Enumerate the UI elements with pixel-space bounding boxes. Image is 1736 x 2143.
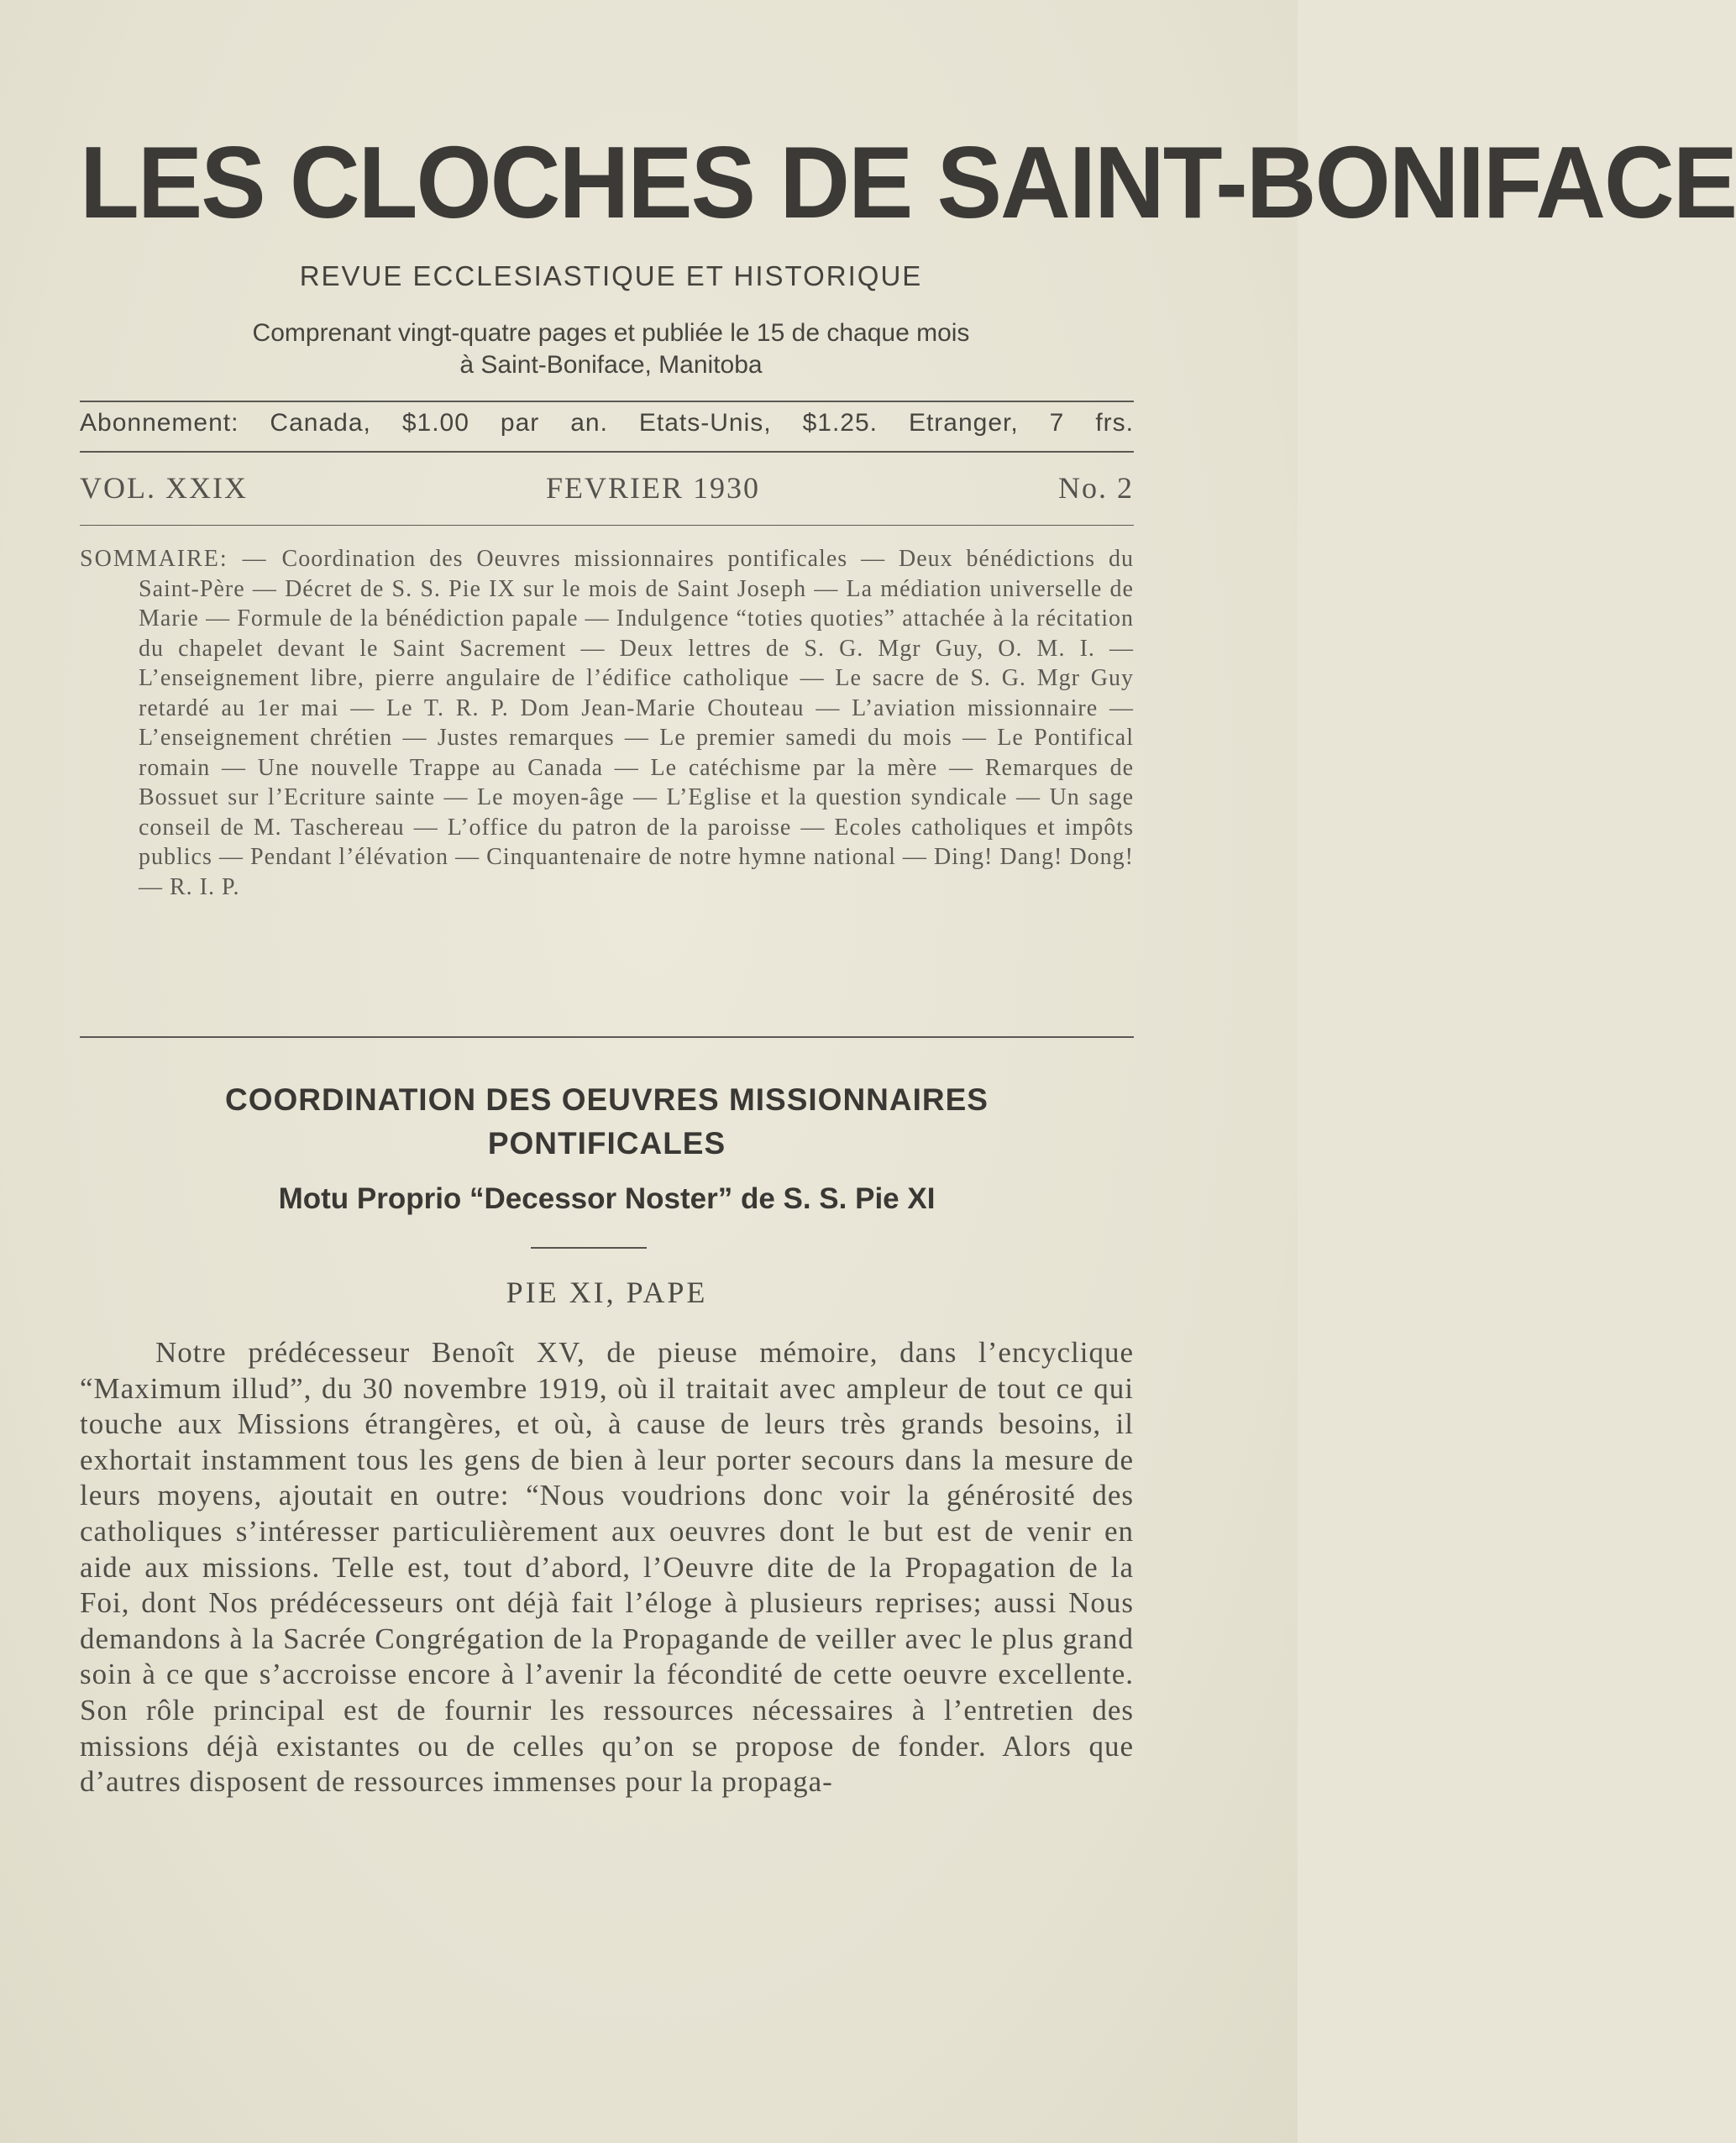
section-divider — [531, 1247, 647, 1249]
article-subtitle: Motu Proprio “Decessor Noster” de S. S. Pie XI — [278, 1182, 936, 1215]
publication-info — [80, 317, 1142, 381]
article-body — [80, 1335, 1134, 1800]
publication-info-line-2: à Saint-Boniface, Manitoba — [459, 351, 763, 379]
issue-line — [80, 470, 1134, 506]
subscription-rule — [80, 451, 1134, 453]
article-title-line-1: COORDINATION DES OEUVRES MISSIONNAIRES — [225, 1082, 989, 1117]
masthead-title: LES CLOCHES DE SAINT-BONIFACE — [80, 124, 1736, 240]
summary-text: Coordination des Oeuvres missionnaires pontificales — Deux bénédictions du Saint-Père — Décret de S. S. Pie IX sur le mois de Saint Joseph — La médiation universelle de Marie — Formule de la bénédiction papale — Indulgence “toties quoties” attachée à la récitation du chapelet devant le Saint Sacrement — Deux lettres de S. G. Mgr Guy, O. M. I. — L’enseignement libre, pierre angulaire de l’édifice catholique — Le sacre de S. G. Mgr Guy retardé au 1er mai — Le T. R. P. Dom Jean-Marie Chouteau — L’aviation missionnaire — L’enseignement chrétien — Justes remarques — Le premier samedi du mois — Le Pontifical romain — Une nouvelle Trappe au Canada — Le catéchisme par la mère — Remarques de Bossuet sur l’Ecriture sainte — Le moyen-âge — L’Eglise et la question syndicale — Un sage conseil de M. Taschereau — L’office du patron de la paroisse — Ecoles catholiques et impôts publics — Pendant l’élévation — Cinquantenaire de notre hymne national — Ding! Dang! Dong! — R. I. P. — [139, 546, 1134, 900]
publication-info-line-1: Comprenant vingt-quatre pages et publiée le 15 de chaque mois — [252, 319, 970, 347]
top-rule — [80, 401, 1134, 402]
article-paragraph: Notre prédécesseur Benoît XV, de pieuse mémoire, dans l’encyclique “Maximum illud”, du 30 novembre 1919, où il traitait avec ampleur de tout ce qui touche aux Missions étrangères, et où, à cause de leurs très grands besoins, il exhortait instamment tous les gens de bien à leur porter secours dans la mesure de leurs moyens, ajoutait en outre: “Nous voudrions donc voir la générosité des catholiques s’intéresser particulièrement aux oeuvres dont le but est de venir en aide aux missions. Telle est, tout d’abord, l’Oeuvre dite de la Propagation de la Foi, dont Nos prédécesseurs ont déjà fait l’éloge à plusieurs reprises; aussi Nous demandons à la Sacrée Congrégation de la Propagande de veiller avec le plus grand soin à ce que s’accroisse encore à l’avenir la fécondité de cette oeuvre excellente. Son rôle principal est de fournir les ressources nécessaires à l’entretien des missions déjà existantes ou de celles qu’on se propose de fonder. Alors que d’autres disposent de ressources immenses pour la propaga- — [80, 1336, 1134, 1799]
summary-lead: SOMMAIRE: — — [80, 546, 282, 572]
article-title — [80, 1078, 1134, 1166]
issue-number: No. 2 — [1057, 471, 1134, 505]
article-author: PIE XI, PAPE — [506, 1276, 708, 1309]
summary-rule — [80, 1036, 1134, 1038]
subscription-line: Abonnement: Canada, $1.00 par an. Etats-Unis, $1.25. Etranger, 7 frs. — [80, 409, 1134, 437]
article-title-line-2: PONTIFICALES — [487, 1126, 726, 1161]
issue-date: FEVRIER 1930 — [545, 471, 760, 505]
issue-rule — [80, 525, 1134, 526]
volume-label: VOL. XXIX — [80, 471, 248, 505]
table-of-contents — [80, 544, 1134, 902]
masthead-subtitle: REVUE ECCLESIASTIQUE ET HISTORIQUE — [299, 260, 923, 291]
